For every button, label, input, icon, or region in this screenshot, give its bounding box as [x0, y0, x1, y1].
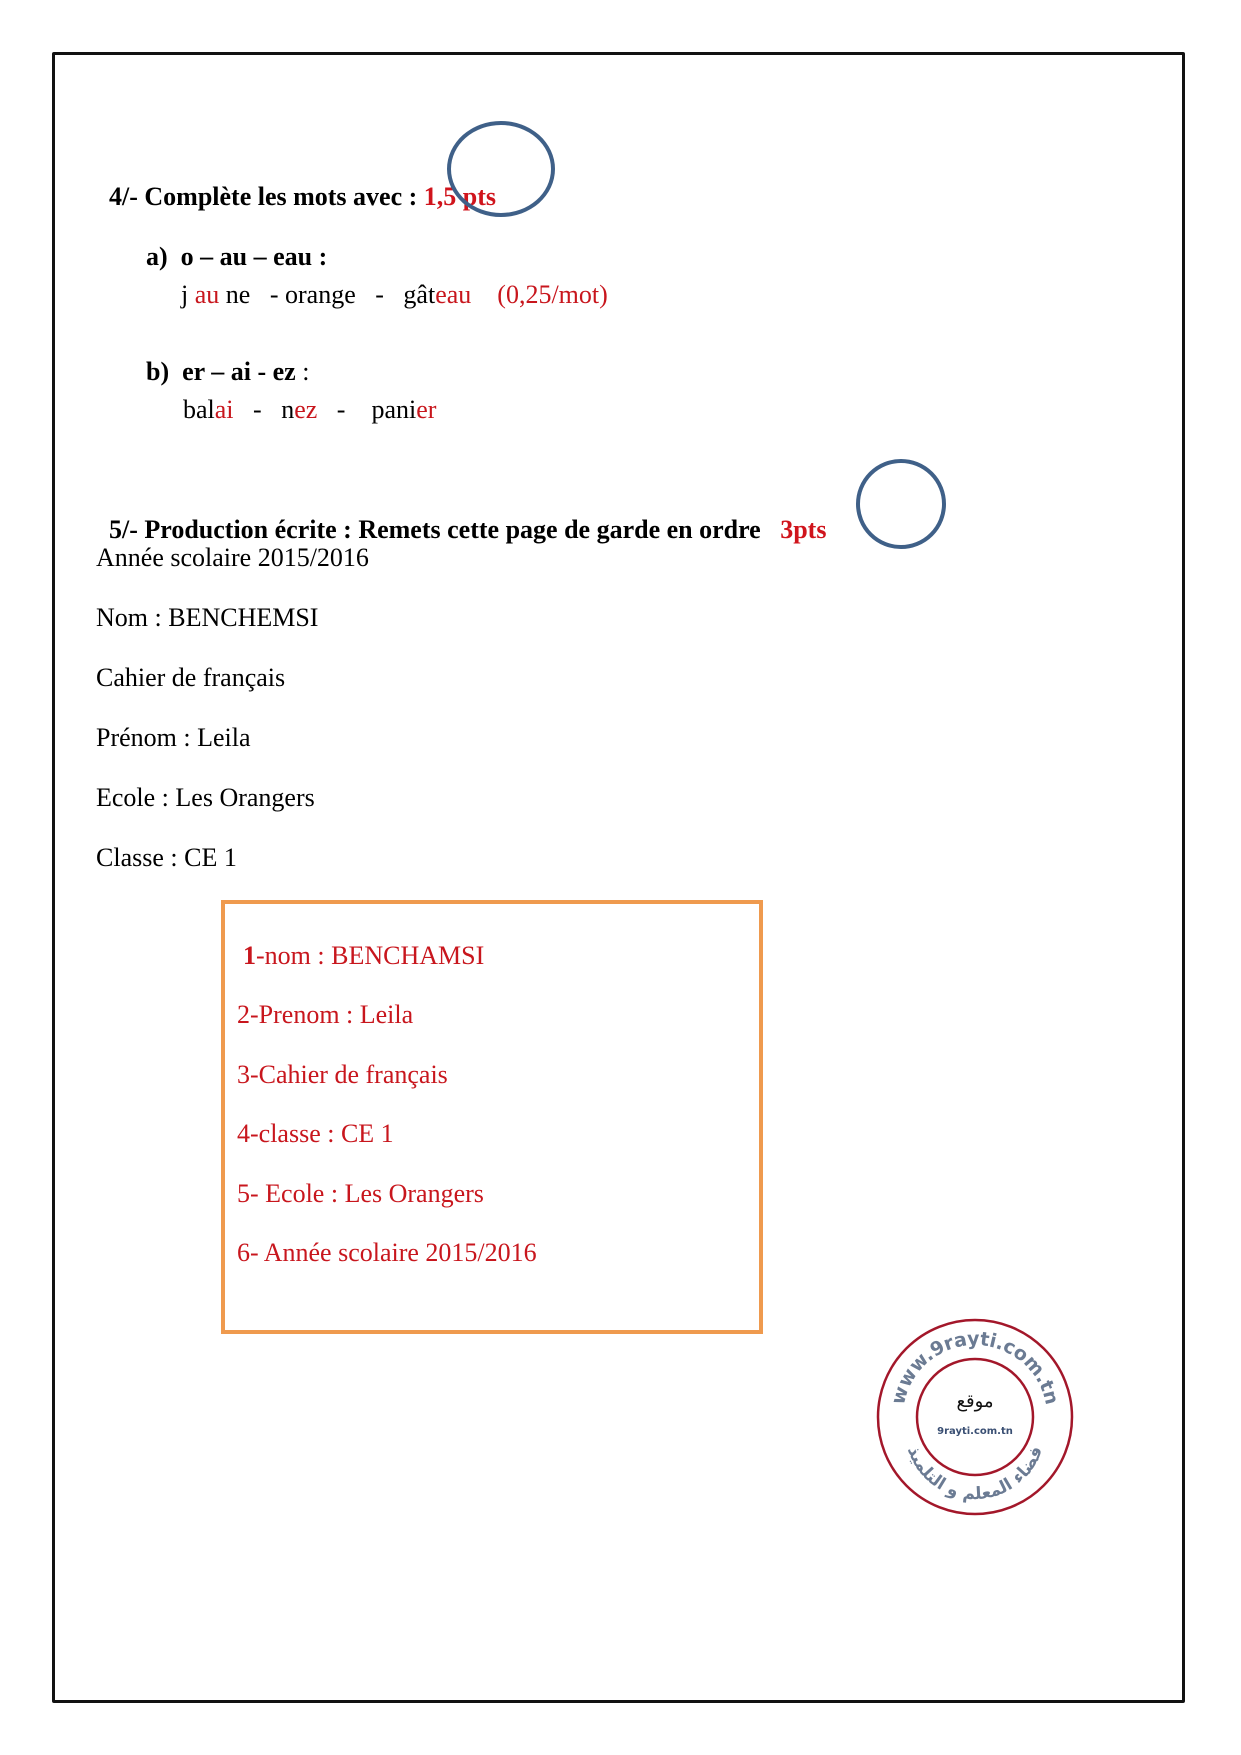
exercise-5-points-unit: pts	[793, 515, 827, 544]
answer-text: -Cahier de français	[250, 1060, 448, 1089]
answer-number: 6	[237, 1238, 250, 1267]
exercise-5-title: 5/- Production écrite : Remets cette page de garde en ordre	[109, 515, 761, 544]
website-stamp	[875, 1317, 1075, 1517]
word-panier-prefix: pani	[371, 395, 417, 424]
stamp-arabic-site: موقع	[956, 1391, 994, 1412]
scrambled-line: Année scolaire 2015/2016	[96, 543, 369, 572]
stamp-outer-text: www.9rayti.com.tn	[887, 1327, 1063, 1407]
answer-number: 3	[237, 1060, 250, 1089]
part-a-words	[168, 250, 608, 310]
separator: -	[233, 395, 282, 424]
answer-item-1	[243, 941, 484, 971]
exercise-4-heading	[96, 152, 496, 212]
part-b-choices: er – ai - ez	[182, 357, 296, 386]
answer-text: -Prenom : Leila	[250, 1000, 414, 1029]
word-balai-answer: ai	[214, 395, 234, 424]
stamp-inner-ring	[917, 1359, 1033, 1475]
points-circle-annotation	[856, 459, 946, 549]
word-nez-answer: ez	[294, 395, 318, 424]
scrambled-line: Prénom : Leila	[96, 723, 251, 752]
scrambled-line: Cahier de français	[96, 663, 286, 692]
answer-text: -nom : BENCHAMSI	[256, 941, 485, 970]
word-gateau-prefix: gât	[403, 280, 436, 309]
answer-text: - Ecole : Les Orangers	[250, 1179, 484, 1208]
stamp-inner-url: 9rayti.com.tn	[937, 1426, 1013, 1437]
exercise-4-title: 4/- Complète les mots avec :	[109, 182, 424, 211]
answer-item-3	[237, 1060, 448, 1090]
word-jaune-suffix: ne	[219, 280, 251, 309]
part-a-choices: o – au – eau :	[180, 242, 328, 271]
answer-text: - Année scolaire 2015/2016	[250, 1238, 537, 1267]
separator: -	[317, 395, 372, 424]
exercise-5-points-number: 3	[780, 515, 794, 544]
exercise-5-heading	[96, 485, 826, 545]
part-b-colon: :	[295, 357, 310, 386]
separator: -	[250, 280, 285, 309]
answer-text: -classe : CE 1	[250, 1119, 394, 1148]
answer-item-5	[237, 1179, 484, 1209]
word-jaune-answer: au	[194, 280, 220, 309]
answer-number: 2	[237, 1000, 250, 1029]
answer-number: 4	[237, 1119, 250, 1148]
stamp-arabic-slogan: فضاء المعلم و التلميذ	[903, 1443, 1047, 1505]
word-gateau-answer: eau	[435, 280, 472, 309]
part-a-label: a)	[146, 242, 168, 271]
answer-number: 1	[243, 941, 256, 970]
answer-item-6	[237, 1238, 537, 1268]
word-jaune-prefix: j	[181, 280, 195, 309]
word-nez-prefix: n	[281, 395, 295, 424]
word-orange: orange	[285, 280, 356, 309]
part-b-label: b)	[146, 357, 170, 386]
scrambled-line: Ecole : Les Orangers	[96, 783, 315, 812]
scoring-note: (0,25/mot)	[497, 280, 608, 309]
answer-key-box	[221, 900, 763, 1334]
word-balai-prefix: bal	[183, 395, 215, 424]
answer-item-2	[237, 1000, 413, 1030]
word-panier-answer: er	[416, 395, 437, 424]
scrambled-line: Nom : BENCHEMSI	[96, 603, 319, 632]
separator: -	[355, 280, 404, 309]
answer-item-4	[237, 1119, 394, 1149]
points-circle-annotation	[447, 121, 555, 217]
part-b-words	[170, 365, 436, 425]
scrambled-line: Classe : CE 1	[96, 843, 237, 872]
answer-number: 5	[237, 1179, 250, 1208]
exercise-4-points: 1,5 pts	[423, 182, 497, 211]
